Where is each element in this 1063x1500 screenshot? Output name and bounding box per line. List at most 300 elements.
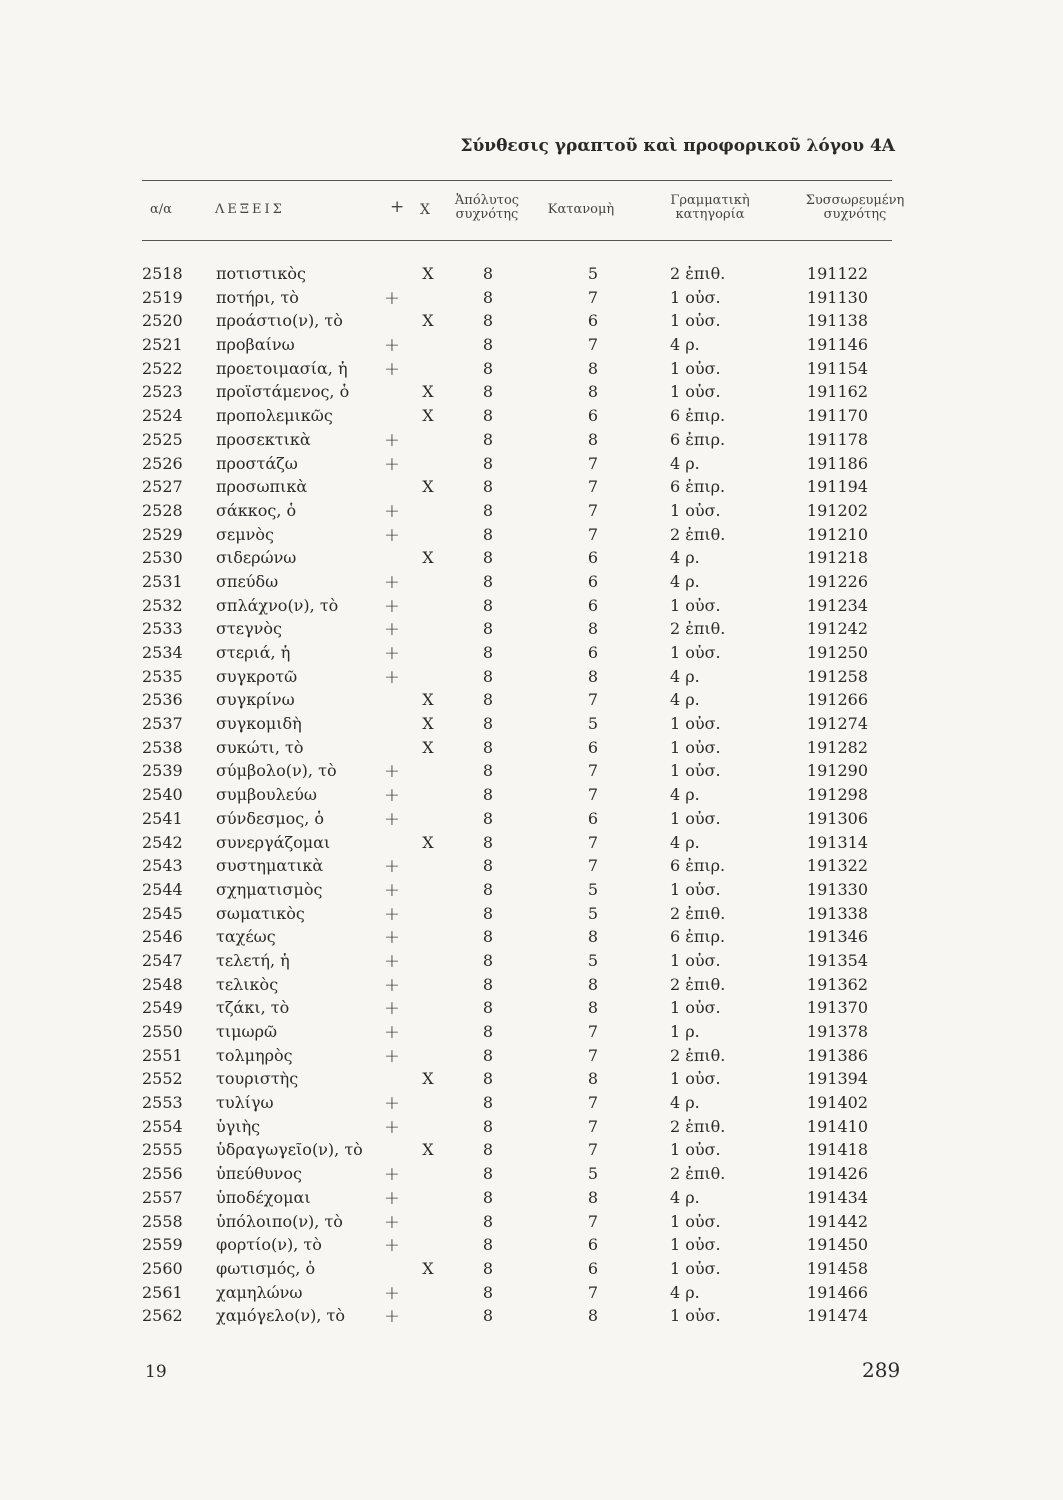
row-plus-mark: + xyxy=(384,1186,400,1209)
header-lexeis: ΛΕΞΕΙΣ xyxy=(215,202,285,217)
row-cumulative-frequency: 191402 xyxy=(806,1093,868,1113)
row-distribution: 7 xyxy=(587,1211,599,1231)
row-absolute-frequency: 8 xyxy=(482,524,494,544)
row-absolute-frequency: 8 xyxy=(482,287,494,307)
table-row xyxy=(0,1116,1063,1140)
row-absolute-frequency: 8 xyxy=(482,1258,494,1278)
row-absolute-frequency: 8 xyxy=(482,761,494,781)
row-distribution: 5 xyxy=(587,950,599,970)
row-distribution: 6 xyxy=(587,643,599,662)
row-number: 2537 xyxy=(142,714,183,734)
row-absolute-frequency: 8 xyxy=(482,974,494,994)
row-number: 2547 xyxy=(142,950,183,970)
row-cumulative-frequency: 191194 xyxy=(806,477,868,497)
row-word: ὑγιὴς xyxy=(216,1116,261,1136)
page-number: 289 xyxy=(862,1358,901,1382)
table-row xyxy=(0,832,1063,856)
row-number: 2536 xyxy=(142,690,183,710)
header-distribution: Κατανομὴ xyxy=(547,202,615,217)
row-cumulative-frequency: 191314 xyxy=(806,832,868,852)
row-absolute-frequency: 8 xyxy=(482,879,494,899)
row-number: 2538 xyxy=(142,737,183,757)
table-row xyxy=(0,784,1063,808)
row-distribution: 7 xyxy=(587,524,599,544)
row-word: συκώτι, τὸ xyxy=(216,737,304,757)
row-grammatical-category: 1 οὐσ. xyxy=(670,643,721,662)
table-row xyxy=(0,737,1063,761)
row-cumulative-frequency: 191138 xyxy=(806,311,868,331)
row-cumulative-frequency: 191378 xyxy=(806,1022,868,1041)
table-row xyxy=(0,547,1063,571)
row-absolute-frequency: 8 xyxy=(482,477,494,497)
row-cumulative-frequency: 191386 xyxy=(806,1045,868,1065)
row-cumulative-frequency: 191362 xyxy=(806,974,868,994)
row-plus-mark: + xyxy=(384,334,400,357)
row-absolute-frequency: 8 xyxy=(482,1187,494,1207)
row-distribution: 5 xyxy=(587,1164,599,1184)
row-cumulative-frequency: 191426 xyxy=(806,1164,868,1184)
row-cumulative-frequency: 191330 xyxy=(806,879,868,899)
row-x-mark: X xyxy=(422,548,434,568)
row-word: σπλάχνο(ν), τὸ xyxy=(216,595,339,615)
header-grammatical-category xyxy=(655,194,765,222)
table-row xyxy=(0,524,1063,548)
row-x-mark: X xyxy=(422,737,434,757)
row-cumulative-frequency: 191226 xyxy=(806,571,868,591)
row-number: 2533 xyxy=(142,619,183,639)
table-row xyxy=(0,453,1063,477)
row-distribution: 6 xyxy=(587,1258,599,1278)
row-number: 2544 xyxy=(142,879,183,899)
row-word: σεμνὸς xyxy=(216,524,274,544)
row-plus-mark: + xyxy=(384,594,400,617)
row-word: συνεργάζομαι xyxy=(216,832,331,852)
row-plus-mark: + xyxy=(384,855,400,878)
row-word: προβαίνω xyxy=(216,335,295,355)
row-absolute-frequency: 8 xyxy=(482,903,494,923)
row-cumulative-frequency: 191466 xyxy=(806,1282,868,1302)
table-row xyxy=(0,1234,1063,1258)
table-row xyxy=(0,689,1063,713)
table-row xyxy=(0,618,1063,642)
row-grammatical-category: 1 οὐσ. xyxy=(670,595,721,615)
row-absolute-frequency: 8 xyxy=(482,358,494,378)
table-row xyxy=(0,1139,1063,1163)
row-plus-mark: + xyxy=(384,570,400,593)
row-grammatical-category: 2 ἐπιθ. xyxy=(670,524,726,544)
row-cumulative-frequency: 191338 xyxy=(806,903,868,923)
row-distribution: 8 xyxy=(587,1187,599,1207)
row-plus-mark: + xyxy=(384,618,400,641)
row-absolute-frequency: 8 xyxy=(482,619,494,639)
row-distribution: 7 xyxy=(587,1093,599,1113)
row-absolute-frequency: 8 xyxy=(482,1116,494,1136)
row-number: 2553 xyxy=(142,1093,183,1113)
table-row xyxy=(0,855,1063,879)
row-cumulative-frequency: 191322 xyxy=(806,856,868,876)
row-cumulative-frequency: 191282 xyxy=(806,737,868,757)
row-absolute-frequency: 8 xyxy=(482,1022,494,1041)
row-plus-mark: + xyxy=(384,949,400,972)
row-grammatical-category: 6 ἐπιρ. xyxy=(670,429,726,449)
table-row xyxy=(0,1021,1063,1045)
header-x: X xyxy=(420,202,430,218)
row-word: τιμωρῶ xyxy=(216,1022,278,1041)
row-number: 2524 xyxy=(142,406,183,426)
row-absolute-frequency: 8 xyxy=(482,1045,494,1065)
row-cumulative-frequency: 191266 xyxy=(806,690,868,710)
table-row xyxy=(0,310,1063,334)
table-row xyxy=(0,381,1063,405)
row-number: 2520 xyxy=(142,311,183,331)
row-word: προϊστάμενος, ὁ xyxy=(216,382,350,402)
row-number: 2562 xyxy=(142,1306,183,1326)
row-word: σπεύδω xyxy=(216,571,279,591)
row-word: στεγνὸς xyxy=(216,619,282,639)
table-row xyxy=(0,1045,1063,1069)
row-plus-mark: + xyxy=(384,973,400,996)
row-grammatical-category: 1 οὐσ. xyxy=(670,1140,721,1160)
header-cumulative-line1: Συσσωρευμένη xyxy=(805,193,905,208)
table-row xyxy=(0,429,1063,453)
row-number: 2541 xyxy=(142,808,183,828)
row-distribution: 7 xyxy=(587,335,599,355)
row-grammatical-category: 4 ρ. xyxy=(670,1282,700,1302)
row-x-mark: X xyxy=(422,832,434,852)
row-grammatical-category: 1 οὐσ. xyxy=(670,1235,721,1255)
table-row xyxy=(0,903,1063,927)
row-x-mark: X xyxy=(422,1258,434,1278)
row-absolute-frequency: 8 xyxy=(482,643,494,662)
row-grammatical-category: 6 ἐπιρ. xyxy=(670,477,726,497)
table-row xyxy=(0,1282,1063,1306)
row-absolute-frequency: 8 xyxy=(482,832,494,852)
row-plus-mark: + xyxy=(384,1210,400,1233)
row-distribution: 5 xyxy=(587,903,599,923)
header-grammatical-line1: Γραμματικὴ xyxy=(670,193,750,208)
row-absolute-frequency: 8 xyxy=(482,714,494,734)
row-word: ὑποδέχομαι xyxy=(216,1187,311,1207)
row-absolute-frequency: 8 xyxy=(482,500,494,520)
row-word: σωματικὸς xyxy=(216,903,305,923)
row-plus-mark: + xyxy=(384,997,400,1020)
row-cumulative-frequency: 191370 xyxy=(806,998,868,1018)
table-row xyxy=(0,926,1063,950)
row-x-mark: X xyxy=(422,690,434,710)
row-number: 2559 xyxy=(142,1235,183,1255)
row-cumulative-frequency: 191162 xyxy=(806,382,868,402)
header-rule xyxy=(142,240,892,241)
row-distribution: 8 xyxy=(587,1306,599,1326)
table-row xyxy=(0,263,1063,287)
row-absolute-frequency: 8 xyxy=(482,406,494,426)
row-number: 2551 xyxy=(142,1045,183,1065)
row-grammatical-category: 1 οὐσ. xyxy=(670,1069,721,1089)
row-absolute-frequency: 8 xyxy=(482,311,494,331)
row-grammatical-category: 2 ἐπιθ. xyxy=(670,1116,726,1136)
row-word: σάκκος, ὁ xyxy=(216,500,297,520)
row-x-mark: X xyxy=(422,477,434,497)
row-distribution: 7 xyxy=(587,287,599,307)
row-word: ταχέως xyxy=(216,927,276,947)
row-number: 2532 xyxy=(142,595,183,615)
table-row xyxy=(0,358,1063,382)
row-cumulative-frequency: 191250 xyxy=(806,643,868,662)
table-row xyxy=(0,476,1063,500)
row-number: 2529 xyxy=(142,524,183,544)
row-cumulative-frequency: 191474 xyxy=(806,1306,868,1326)
row-word: συγκρίνω xyxy=(216,690,295,710)
header-cumulative-line2: συχνότης xyxy=(823,207,887,222)
row-grammatical-category: 1 οὐσ. xyxy=(670,287,721,307)
row-grammatical-category: 1 οὐσ. xyxy=(670,737,721,757)
row-distribution: 8 xyxy=(587,358,599,378)
row-word: τζάκι, τὸ xyxy=(216,998,290,1018)
row-number: 2548 xyxy=(142,974,183,994)
row-grammatical-category: 4 ρ. xyxy=(670,571,700,591)
row-absolute-frequency: 8 xyxy=(482,950,494,970)
row-number: 2543 xyxy=(142,856,183,876)
row-word: προετοιμασία, ἡ xyxy=(216,358,348,378)
row-grammatical-category: 2 ἐπιθ. xyxy=(670,903,726,923)
row-x-mark: X xyxy=(422,1140,434,1160)
row-number: 2526 xyxy=(142,453,183,473)
row-number: 2521 xyxy=(142,335,183,355)
row-grammatical-category: 6 ἐπιρ. xyxy=(670,406,726,426)
row-plus-mark: + xyxy=(384,1305,400,1328)
table-row xyxy=(0,879,1063,903)
row-number: 2518 xyxy=(142,264,183,283)
top-rule xyxy=(142,180,892,181)
row-number: 2545 xyxy=(142,903,183,923)
header-cumulative-frequency xyxy=(805,194,905,222)
row-distribution: 8 xyxy=(587,974,599,994)
row-distribution: 6 xyxy=(587,571,599,591)
table-row xyxy=(0,760,1063,784)
row-word: χαμόγελο(ν), τὸ xyxy=(216,1306,346,1326)
row-grammatical-category: 1 οὐσ. xyxy=(670,808,721,828)
word-table xyxy=(0,263,1063,1329)
row-cumulative-frequency: 191434 xyxy=(806,1187,868,1207)
row-absolute-frequency: 8 xyxy=(482,1093,494,1113)
row-plus-mark: + xyxy=(384,1115,400,1138)
row-grammatical-category: 1 οὐσ. xyxy=(670,761,721,781)
row-distribution: 8 xyxy=(587,382,599,402)
table-row xyxy=(0,997,1063,1021)
row-word: σύνδεσμος, ὁ xyxy=(216,808,325,828)
table-row xyxy=(0,500,1063,524)
row-grammatical-category: 1 οὐσ. xyxy=(670,382,721,402)
row-cumulative-frequency: 191178 xyxy=(806,429,868,449)
row-number: 2561 xyxy=(142,1282,183,1302)
row-word: τυλίγω xyxy=(216,1093,274,1113)
row-cumulative-frequency: 191202 xyxy=(806,500,868,520)
row-plus-mark: + xyxy=(384,902,400,925)
table-row xyxy=(0,974,1063,998)
row-distribution: 7 xyxy=(587,761,599,781)
row-cumulative-frequency: 191170 xyxy=(806,406,868,426)
row-plus-mark: + xyxy=(384,286,400,309)
row-absolute-frequency: 8 xyxy=(482,548,494,568)
row-plus-mark: + xyxy=(384,499,400,522)
row-cumulative-frequency: 191418 xyxy=(806,1140,868,1160)
row-plus-mark: + xyxy=(384,1234,400,1257)
row-distribution: 8 xyxy=(587,998,599,1018)
row-plus-mark: + xyxy=(384,642,400,664)
header-absolute-line2: συχνότης xyxy=(455,207,519,222)
row-distribution: 8 xyxy=(587,666,599,686)
row-absolute-frequency: 8 xyxy=(482,571,494,591)
row-number: 2539 xyxy=(142,761,183,781)
row-cumulative-frequency: 191306 xyxy=(806,808,868,828)
row-number: 2525 xyxy=(142,429,183,449)
row-absolute-frequency: 8 xyxy=(482,429,494,449)
row-distribution: 6 xyxy=(587,1235,599,1255)
row-cumulative-frequency: 191146 xyxy=(806,335,868,355)
row-grammatical-category: 4 ρ. xyxy=(670,1093,700,1113)
row-plus-mark: + xyxy=(384,1092,400,1115)
row-cumulative-frequency: 191130 xyxy=(806,287,868,307)
row-number: 2554 xyxy=(142,1116,183,1136)
row-absolute-frequency: 8 xyxy=(482,785,494,805)
row-grammatical-category: 1 οὐσ. xyxy=(670,1258,721,1278)
row-plus-mark: + xyxy=(384,1281,400,1304)
row-distribution: 7 xyxy=(587,453,599,473)
row-distribution: 5 xyxy=(587,264,599,283)
row-cumulative-frequency: 191258 xyxy=(806,666,868,686)
row-cumulative-frequency: 191346 xyxy=(806,927,868,947)
header-absolute-line1: Ἀπόλυτος xyxy=(454,193,520,208)
row-word: ὑπεύθυνος xyxy=(216,1164,302,1184)
footer-signature-mark: 19 xyxy=(145,1362,167,1382)
table-row xyxy=(0,1258,1063,1282)
row-distribution: 6 xyxy=(587,406,599,426)
row-word: τουριστὴς xyxy=(216,1069,299,1089)
row-grammatical-category: 2 ἐπιθ. xyxy=(670,974,726,994)
row-absolute-frequency: 8 xyxy=(482,1211,494,1231)
row-word: σχηματισμὸς xyxy=(216,879,323,899)
row-word: χαμηλώνω xyxy=(216,1282,303,1302)
row-distribution: 7 xyxy=(587,1282,599,1302)
row-distribution: 7 xyxy=(587,1022,599,1041)
row-distribution: 7 xyxy=(587,1045,599,1065)
row-absolute-frequency: 8 xyxy=(482,737,494,757)
row-word: προσεκτικὰ xyxy=(216,429,311,449)
row-grammatical-category: 4 ρ. xyxy=(670,690,700,710)
row-number: 2557 xyxy=(142,1187,183,1207)
row-plus-mark: + xyxy=(384,357,400,380)
row-absolute-frequency: 8 xyxy=(482,453,494,473)
row-grammatical-category: 4 ρ. xyxy=(670,453,700,473)
row-plus-mark: + xyxy=(384,878,400,901)
table-row xyxy=(0,950,1063,974)
header-aa: α/α xyxy=(150,202,172,217)
row-grammatical-category: 1 οὐσ. xyxy=(670,998,721,1018)
table-row xyxy=(0,405,1063,429)
row-distribution: 8 xyxy=(587,927,599,947)
row-plus-mark: + xyxy=(384,665,400,688)
row-plus-mark: + xyxy=(384,428,400,451)
row-word: προπολεμικῶς xyxy=(216,406,333,426)
row-cumulative-frequency: 191450 xyxy=(806,1235,868,1255)
row-absolute-frequency: 8 xyxy=(482,335,494,355)
row-number: 2523 xyxy=(142,382,183,402)
row-word: σιδερώνω xyxy=(216,548,297,568)
row-word: ποτιστικὸς xyxy=(216,264,306,283)
row-grammatical-category: 2 ἐπιθ. xyxy=(670,1164,726,1184)
row-grammatical-category: 2 ἐπιθ. xyxy=(670,264,726,283)
row-distribution: 7 xyxy=(587,500,599,520)
row-cumulative-frequency: 191410 xyxy=(806,1116,868,1136)
row-number: 2540 xyxy=(142,785,183,805)
row-distribution: 6 xyxy=(587,737,599,757)
row-distribution: 6 xyxy=(587,311,599,331)
row-x-mark: X xyxy=(422,1069,434,1089)
row-x-mark: X xyxy=(422,382,434,402)
row-word: συγκομιδὴ xyxy=(216,714,302,734)
row-absolute-frequency: 8 xyxy=(482,1164,494,1184)
row-number: 2549 xyxy=(142,998,183,1018)
table-row xyxy=(0,571,1063,595)
row-cumulative-frequency: 191394 xyxy=(806,1069,868,1089)
row-distribution: 5 xyxy=(587,879,599,899)
row-grammatical-category: 6 ἐπιρ. xyxy=(670,856,726,876)
row-absolute-frequency: 8 xyxy=(482,927,494,947)
row-absolute-frequency: 8 xyxy=(482,1140,494,1160)
row-distribution: 7 xyxy=(587,1116,599,1136)
table-row xyxy=(0,595,1063,619)
row-x-mark: X xyxy=(422,311,434,331)
row-cumulative-frequency: 191210 xyxy=(806,524,868,544)
row-x-mark: X xyxy=(422,406,434,426)
row-grammatical-category: 1 οὐσ. xyxy=(670,311,721,331)
row-word: προσωπικὰ xyxy=(216,477,308,497)
row-cumulative-frequency: 191242 xyxy=(806,619,868,639)
row-distribution: 7 xyxy=(587,856,599,876)
row-distribution: 7 xyxy=(587,690,599,710)
row-cumulative-frequency: 191458 xyxy=(806,1258,868,1278)
header-grammatical-line2: κατηγορία xyxy=(675,207,745,222)
table-row xyxy=(0,666,1063,690)
table-row xyxy=(0,334,1063,358)
row-word: συγκροτῶ xyxy=(216,666,298,686)
row-grammatical-category: 6 ἐπιρ. xyxy=(670,927,726,947)
row-word: τελετή, ἡ xyxy=(216,950,290,970)
row-grammatical-category: 4 ρ. xyxy=(670,1187,700,1207)
table-row xyxy=(0,1068,1063,1092)
row-absolute-frequency: 8 xyxy=(482,666,494,686)
row-grammatical-category: 1 οὐσ. xyxy=(670,714,721,734)
row-grammatical-category: 1 οὐσ. xyxy=(670,358,721,378)
row-grammatical-category: 1 οὐσ. xyxy=(670,1211,721,1231)
row-grammatical-category: 4 ρ. xyxy=(670,666,700,686)
row-plus-mark: + xyxy=(384,760,400,783)
table-row xyxy=(0,1187,1063,1211)
row-plus-mark: + xyxy=(384,926,400,949)
row-number: 2530 xyxy=(142,548,183,568)
row-x-mark: X xyxy=(422,714,434,734)
row-number: 2546 xyxy=(142,927,183,947)
row-word: τελικὸς xyxy=(216,974,279,994)
row-absolute-frequency: 8 xyxy=(482,595,494,615)
row-number: 2534 xyxy=(142,643,183,662)
row-distribution: 8 xyxy=(587,1069,599,1089)
running-head: Σύνθεσις γραπτοῦ καὶ προφορικοῦ λόγου 4Α xyxy=(460,136,895,156)
row-word: φορτίο(ν), τὸ xyxy=(216,1235,322,1255)
row-distribution: 7 xyxy=(587,1140,599,1160)
row-cumulative-frequency: 191442 xyxy=(806,1211,868,1231)
row-grammatical-category: 4 ρ. xyxy=(670,335,700,355)
